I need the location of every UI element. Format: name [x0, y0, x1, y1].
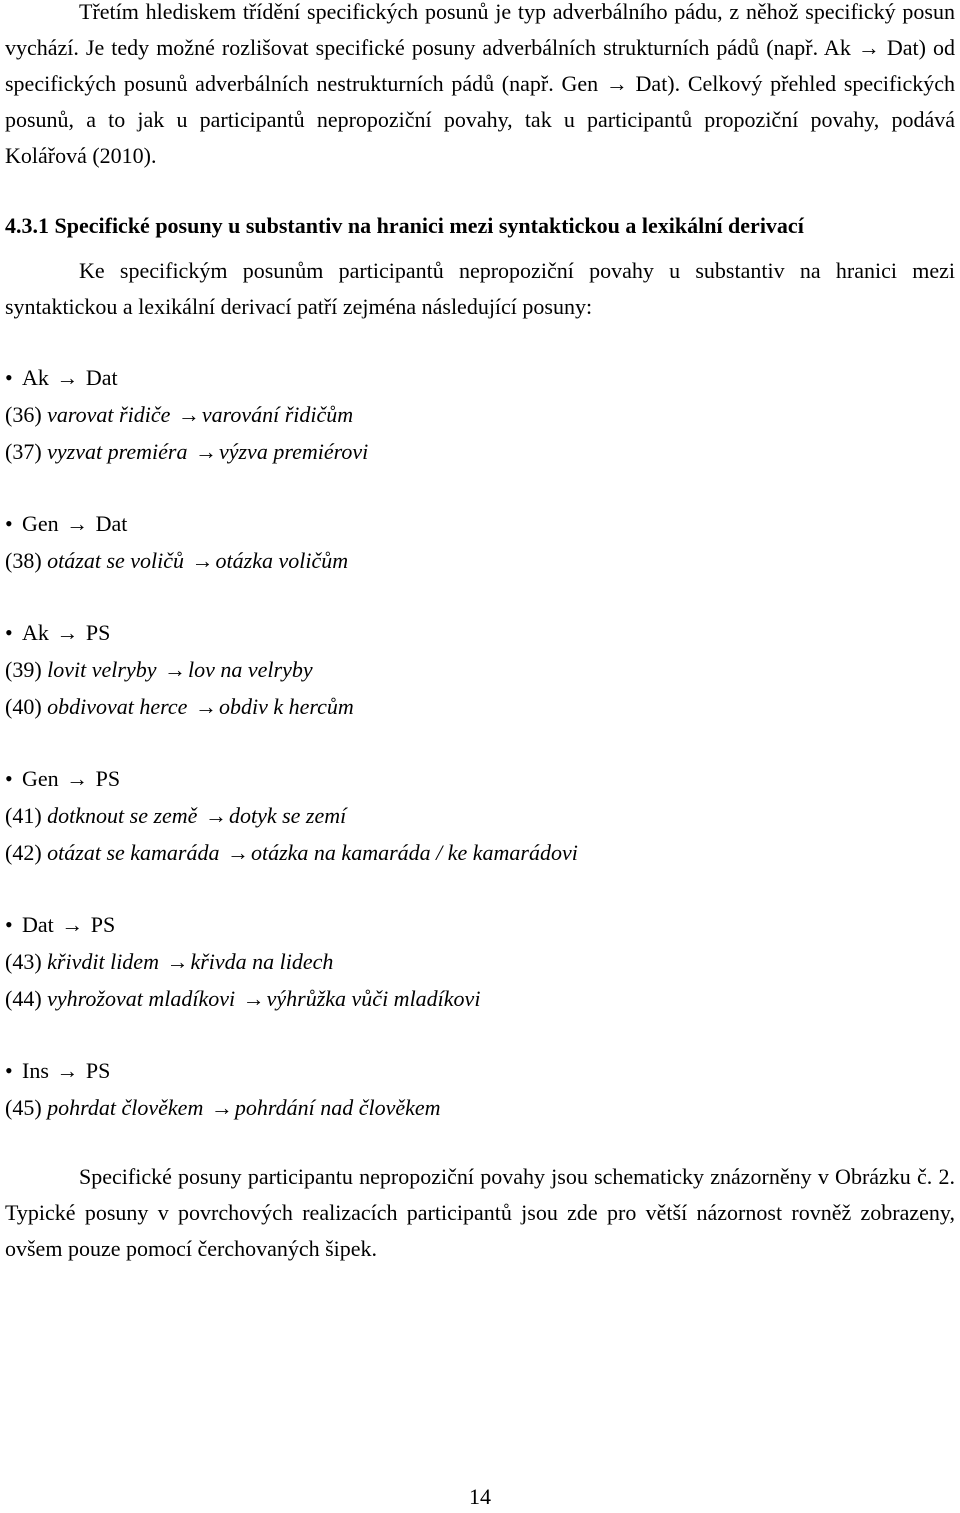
example-36	[5, 396, 955, 433]
case-to: Dat	[95, 511, 128, 536]
shift-group-ins-ps	[5, 1052, 955, 1126]
example-number: (36)	[5, 402, 42, 427]
example-number: (38)	[5, 548, 42, 573]
example-45	[5, 1089, 955, 1126]
group-title	[5, 505, 955, 542]
case-to: PS	[90, 912, 116, 937]
arrow-icon: →	[194, 439, 217, 464]
example-source: dotknout se země	[47, 803, 198, 828]
example-number: (42)	[5, 840, 42, 865]
group-title	[5, 1052, 955, 1089]
arrow-icon: →	[56, 1058, 79, 1083]
example-target: dotyk se zemí	[228, 803, 347, 828]
example-target: otázka voličům	[215, 548, 349, 573]
example-42	[5, 834, 955, 871]
group-title	[5, 614, 955, 651]
case-from: Ak	[22, 620, 49, 645]
case-from: Dat	[22, 912, 54, 937]
example-target: otázka na kamaráda / ke kamarádovi	[250, 840, 578, 865]
bullet-icon: •	[5, 766, 13, 791]
example-number: (37)	[5, 439, 42, 464]
example-number: (40)	[5, 694, 42, 719]
case-to: PS	[95, 766, 121, 791]
shift-group-gen-dat	[5, 505, 955, 579]
arrow-icon: →	[194, 694, 217, 719]
example-number: (39)	[5, 657, 42, 682]
example-41	[5, 797, 955, 834]
page-number: 14	[469, 1484, 491, 1509]
shift-group-ak-dat	[5, 359, 955, 470]
shift-group-gen-ps	[5, 760, 955, 871]
case-from: Gen	[22, 511, 59, 536]
example-source: otázat se voličů	[47, 548, 185, 573]
arrow-icon: →	[191, 548, 214, 573]
example-43	[5, 943, 955, 980]
case-to: PS	[85, 620, 111, 645]
arrow-icon: →	[66, 511, 89, 536]
arrow-icon: →	[204, 803, 227, 828]
example-source: obdivovat herce	[47, 694, 188, 719]
arrow-icon: →	[164, 657, 186, 682]
arrow-icon: →	[66, 766, 89, 791]
example-number: (43)	[5, 949, 42, 974]
example-44	[5, 980, 955, 1017]
example-number: (44)	[5, 986, 42, 1011]
shift-group-dat-ps	[5, 906, 955, 1017]
bullet-icon: •	[5, 912, 13, 937]
example-number: (41)	[5, 803, 42, 828]
section-heading: 4.3.1 Specifické posuny u substantiv na hranici mezi syntaktickou a lexikální derivací	[5, 213, 804, 238]
section-paragraph: Ke specifickým posunům participantů nepropoziční povahy u substantiv na hranici mezi syntaktickou a lexikální derivací patří zejména následující posuny:	[5, 258, 955, 319]
example-target: křivda na lidech	[190, 949, 334, 974]
example-37	[5, 433, 955, 470]
case-from: Ak	[22, 365, 49, 390]
example-target: varování řidičům	[201, 402, 354, 427]
arrow-icon: →	[56, 365, 79, 390]
example-target: lov na velryby	[188, 657, 313, 682]
shift-group-ak-ps	[5, 614, 955, 725]
example-source: vyhrožovat mladíkovi	[47, 986, 236, 1011]
example-source: otázat se kamaráda	[47, 840, 220, 865]
group-title	[5, 760, 955, 797]
arrow-icon: →	[226, 840, 249, 865]
example-target: výhrůžka vůči mladíkovi	[266, 986, 481, 1011]
example-source: pohrdat člověkem	[47, 1095, 204, 1120]
example-38	[5, 542, 955, 579]
bullet-icon: •	[5, 620, 13, 645]
arrow-icon: →	[56, 620, 79, 645]
example-source: varovat řidiče	[47, 402, 171, 427]
bullet-icon: •	[5, 365, 13, 390]
intro-paragraph: Třetím hlediskem třídění specifických posunů je typ adverbálního pádu, z něhož specifický posun vychází. Je tedy možné rozlišovat specifické posuny adverbálních strukturních pádů (např. Ak → Dat) od specifických posunů adverbálních nestrukturních pádů (např. Gen → Dat). Celkový přehled specifických posunů, a to jak u participantů nepropoziční povahy, tak u participantů propoziční povahy, podává Kolářová (2010).	[5, 0, 955, 168]
arrow-icon: →	[177, 402, 200, 427]
example-source: lovit velryby	[47, 657, 157, 682]
arrow-icon: →	[210, 1095, 233, 1120]
arrow-icon: →	[166, 949, 189, 974]
case-from: Gen	[22, 766, 59, 791]
bullet-icon: •	[5, 1058, 13, 1083]
example-source: vyzvat premiéra	[47, 439, 188, 464]
example-target: obdiv k hercům	[218, 694, 354, 719]
arrow-icon: →	[61, 912, 84, 937]
case-to: PS	[85, 1058, 111, 1083]
bullet-icon: •	[5, 511, 13, 536]
example-40	[5, 688, 955, 725]
example-number: (45)	[5, 1095, 42, 1120]
arrow-icon: →	[242, 986, 265, 1011]
group-title	[5, 906, 955, 943]
example-target: pohrdání nad člověkem	[234, 1095, 441, 1120]
example-target: výzva premiérovi	[218, 439, 369, 464]
group-title	[5, 359, 955, 396]
closing-paragraph: Specifické posuny participantu nepropoziční povahy jsou schematicky znázorněny v Obrázku č. 2. Typické posuny v povrchových realizacích participantů jsou zde pro větší názornost rovněž zobrazeny, ovšem pouze pomocí čerchovaných šipek.	[5, 1164, 955, 1261]
example-source: křivdit lidem	[47, 949, 159, 974]
case-to: Dat	[85, 365, 118, 390]
case-from: Ins	[22, 1058, 49, 1083]
example-39	[5, 651, 955, 688]
